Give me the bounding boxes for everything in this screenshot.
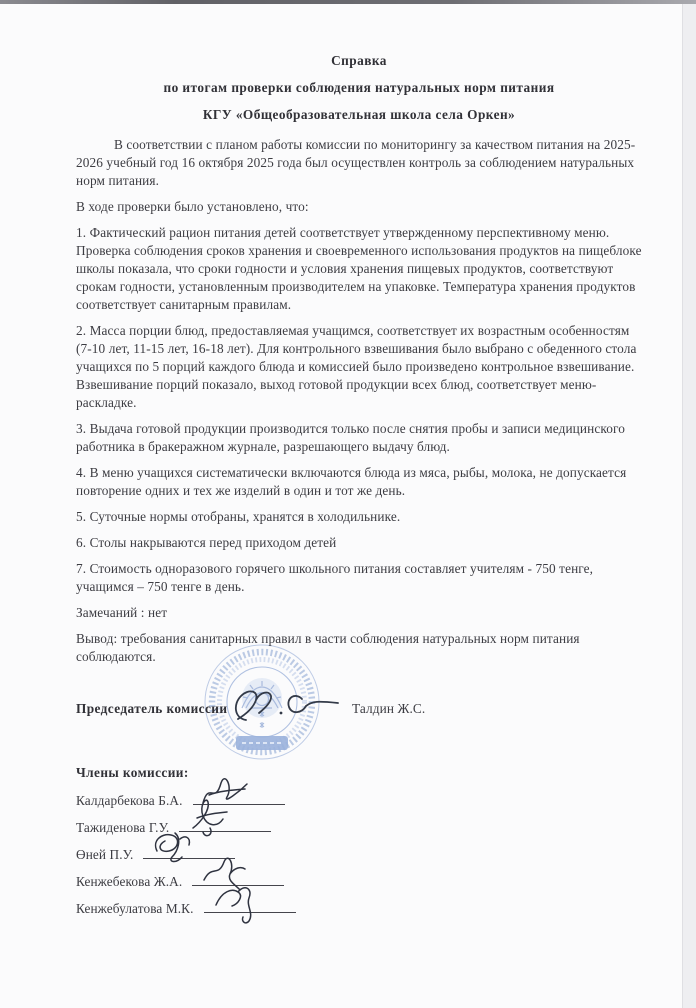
remarks-line: Замечаний : нет	[76, 605, 168, 620]
members-label: Члены комиссии:	[76, 765, 189, 780]
finding-item-4: 4. В меню учащихся систематически включаются блюда из мяса, рыбы, молока, не допускается повторение одних и тех же изделий в один и тот же день.	[76, 465, 627, 498]
finding-item-2: 2. Масса порции блюд, предоставляемая учащимся, соответствует их возрастным особенностям (7-10 лет, 11-15 лет, 16-18 лет). Для контрольного взвешивания было выбрано с обеденного стола учащихся по 5 порций каждого блюда и комиссией было произведено контрольное взвешивание. Взвешивание порций показало, выход готовой продукции всех блюд, соответствует меню-раскладке.	[76, 323, 637, 410]
chairman-label: Председатель комиссии	[76, 701, 228, 716]
finding-item-7: 7. Стоимость одноразового горячего школьного питания составляет учителям - 750 тенге, учащимся – 750 тенге в день.	[76, 561, 594, 594]
member-row	[76, 791, 642, 809]
finding-item-3: 3. Выдача готовой продукции производится только после снятия пробы и записи медицинского работника в бракеражном журнале, разрешающего выдачу блюд.	[76, 421, 625, 454]
member-row	[76, 845, 642, 863]
document-subtitle: по итогам проверки соблюдения натуральных норм питания	[163, 80, 555, 95]
finding-item-5: 5. Суточные нормы отобраны, хранятся в холодильнике.	[76, 509, 401, 524]
conclusion-paragraph: Вывод: требования санитарных правил в части соблюдения натуральных норм питания соблюдаются.	[76, 631, 580, 664]
intro-paragraph: В соответствии с планом работы комиссии по мониторингу за качеством питания на 2025-2026 учебный год 16 октября 2025 года был осуществлен контроль за соблюдением натуральных норм питания.	[76, 137, 636, 188]
organization-name: КГУ «Общеобразовательная школа села Оркен»	[202, 107, 516, 122]
member-name: Кенжебекова Ж.А.	[76, 874, 183, 889]
member-name: Калдарбекова Б.А.	[76, 793, 183, 808]
document-body	[76, 52, 642, 917]
member-signature	[208, 879, 280, 919]
member-name: Тажиденова Г.У.	[76, 820, 170, 835]
lead-line: В ходе проверки было установлено, что:	[76, 199, 309, 214]
finding-item-6: 6. Столы накрываются перед приходом детей	[76, 535, 337, 550]
member-row	[76, 899, 642, 917]
chairman-signature-row	[76, 700, 642, 718]
member-name: Кенжебулатова М.К.	[76, 901, 194, 916]
member-name: Өней П.У.	[76, 847, 134, 862]
scan-artifact-top-edge	[0, 0, 696, 4]
scan-artifact-right-edge	[682, 4, 696, 1008]
chairman-signature	[226, 682, 344, 728]
finding-item-1: 1. Фактический рацион питания детей соответствует утвержденному перспективному меню. Проверка соблюдения сроков хранения и своевременного использования продуктов на пищеблоке школы показала, что сроки годности и условия хранения пищевых продуктов, соответствуют срокам годности, установленным производителем на упаковке. Температура хранения продуктов соответствует санитарным правилам.	[76, 225, 642, 312]
document-title: Справка	[331, 53, 387, 68]
member-signature-line	[204, 899, 296, 913]
member-row	[76, 872, 642, 890]
chairman-name: Талдин Ж.С.	[352, 701, 426, 716]
